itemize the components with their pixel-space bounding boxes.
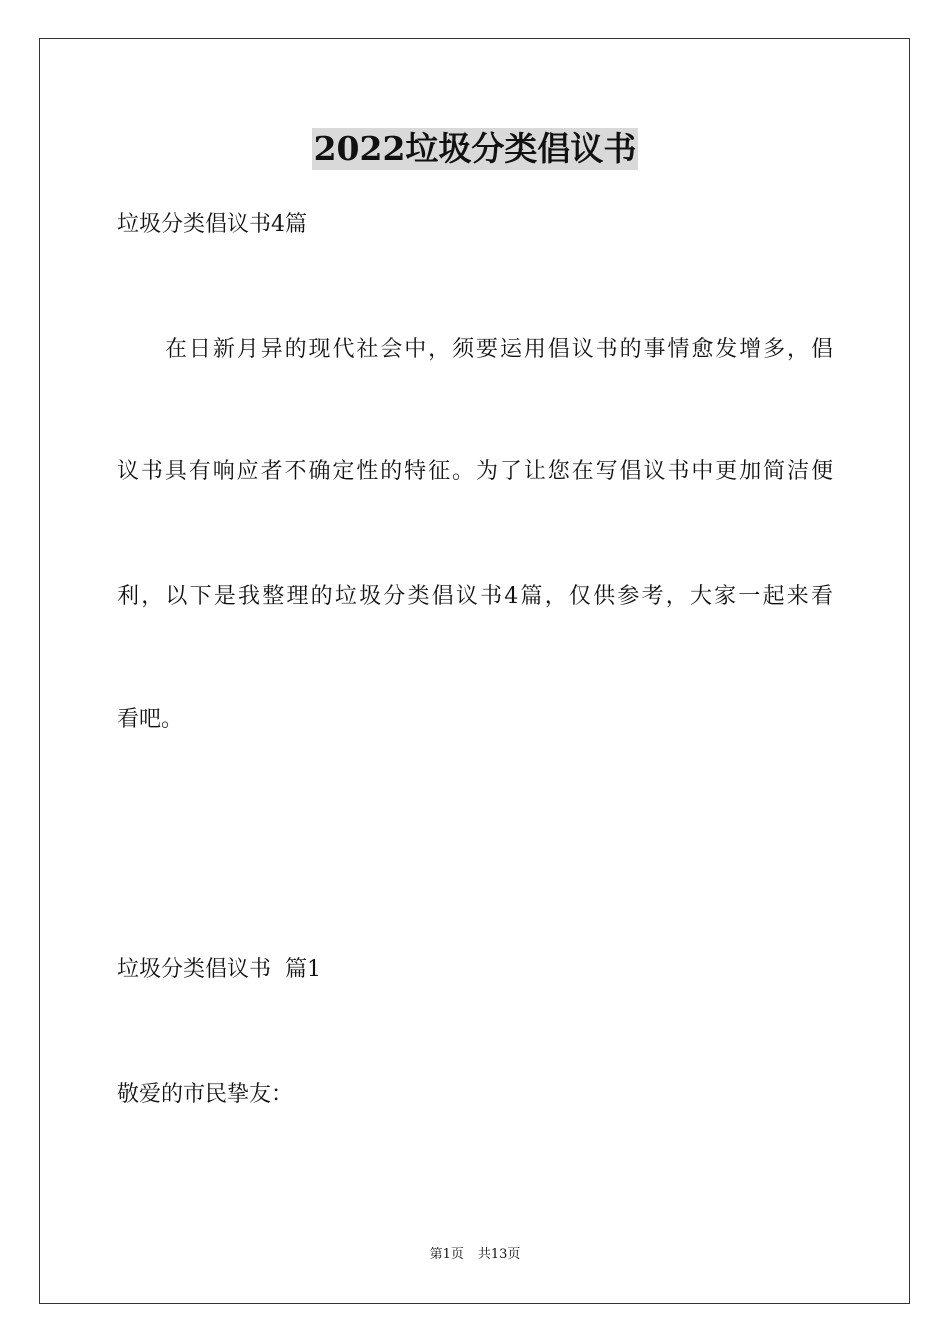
salutation: 敬爱的市民挚友：: [117, 1082, 294, 1107]
intro-line-3: 利，以下是我整理的垃圾分类倡议书4篇，仅供参考，大家一起来看: [117, 584, 833, 609]
section-heading: 垃圾分类倡议书 篇1: [117, 957, 321, 982]
page-footer: [0, 1246, 950, 1264]
footer-page-number: 第1页: [429, 1247, 464, 1262]
title-wrap: [0, 128, 950, 170]
footer-total-pages: 共13页: [477, 1247, 521, 1262]
document-title: 2022垃圾分类倡议书: [313, 129, 637, 168]
intro-line-2: 议书具有响应者不确定性的特征。为了让您在写倡议书中更加简洁便: [117, 459, 833, 484]
intro-line-1: 在日新月异的现代社会中，须要运用倡议书的事情愈发增多，倡: [165, 337, 833, 362]
intro-line-4: 看吧。: [117, 707, 184, 732]
document-subtitle: 垃圾分类倡议书4篇: [117, 212, 307, 237]
